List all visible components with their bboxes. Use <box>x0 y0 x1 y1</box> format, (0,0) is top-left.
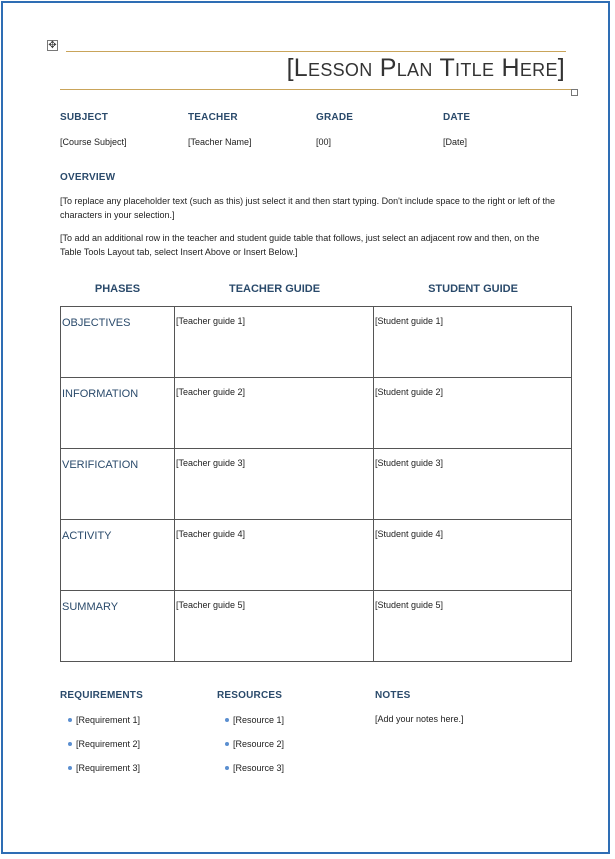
grade-value[interactable]: [00] <box>316 137 332 147</box>
overview-paragraph-1[interactable]: [To replace any placeholder text (such as this) just select it and then start typing. Don't include space to the right or left of the characters in your selection.] <box>60 196 555 220</box>
notes-heading: NOTES <box>375 690 411 701</box>
overview-heading: OVERVIEW <box>60 172 116 183</box>
requirement-text: [Requirement 1] <box>76 715 141 725</box>
date-label: DATE <box>443 112 471 123</box>
table-row <box>61 307 572 378</box>
list-item[interactable] <box>225 739 284 763</box>
resource-text: [Resource 2] <box>233 739 285 749</box>
bullet-icon <box>68 742 72 746</box>
phase-cell[interactable]: OBJECTIVES <box>61 307 175 378</box>
resource-text: [Resource 1] <box>233 715 285 725</box>
title-top-rule <box>66 51 566 52</box>
teacher-guide-header: TEACHER GUIDE <box>228 283 321 295</box>
teacher-value[interactable]: [Teacher Name] <box>188 137 252 147</box>
bullet-icon <box>225 766 229 770</box>
requirement-text: [Requirement 2] <box>76 739 141 749</box>
requirement-text: [Requirement 3] <box>76 763 141 773</box>
resource-text: [Resource 3] <box>233 763 285 773</box>
phase-cell[interactable]: ACTIVITY <box>61 520 175 591</box>
table-row <box>61 378 572 449</box>
subject-label: SUBJECT <box>60 112 109 123</box>
table-row <box>61 520 572 591</box>
phase-cell[interactable]: VERIFICATION <box>61 449 175 520</box>
list-item[interactable] <box>225 715 284 739</box>
teacher-guide-cell[interactable]: [Teacher guide 1] <box>175 307 374 378</box>
bullet-icon <box>225 718 229 722</box>
guide-table <box>60 306 572 662</box>
list-item[interactable] <box>68 739 140 763</box>
title-bottom-rule <box>60 89 572 90</box>
table-row <box>61 449 572 520</box>
bullet-icon <box>225 742 229 746</box>
bullet-icon <box>68 718 72 722</box>
teacher-guide-cell[interactable]: [Teacher guide 4] <box>175 520 374 591</box>
teacher-guide-cell[interactable]: [Teacher guide 2] <box>175 378 374 449</box>
phases-header: PHASES <box>94 283 141 295</box>
student-guide-header: STUDENT GUIDE <box>428 283 518 295</box>
student-guide-cell[interactable]: [Student guide 2] <box>374 378 572 449</box>
requirements-list <box>68 715 140 787</box>
grade-label: GRADE <box>316 112 354 123</box>
student-guide-cell[interactable]: [Student guide 5] <box>374 591 572 662</box>
student-guide-cell[interactable]: [Student guide 1] <box>374 307 572 378</box>
overview-paragraph-2[interactable]: [To add an additional row in the teacher and student guide table that follows, just select an adjacent row and then, on the Table Tools Layout tab, select Insert Above or Insert Below.] <box>60 233 540 257</box>
phase-cell[interactable]: SUMMARY <box>61 591 175 662</box>
requirements-heading: REQUIREMENTS <box>60 690 143 701</box>
teacher-label: TEACHER <box>188 112 238 123</box>
subject-value[interactable]: [Course Subject] <box>60 137 127 147</box>
list-item[interactable] <box>225 763 284 787</box>
resources-heading: RESOURCES <box>217 690 283 701</box>
notes-value[interactable]: [Add your notes here.] <box>375 714 464 724</box>
student-guide-cell[interactable]: [Student guide 4] <box>374 520 572 591</box>
teacher-guide-cell[interactable]: [Teacher guide 3] <box>175 449 374 520</box>
resources-list <box>225 715 284 787</box>
table-row <box>61 591 572 662</box>
bullet-icon <box>68 766 72 770</box>
table-resize-handle[interactable] <box>571 89 578 96</box>
phase-cell[interactable]: INFORMATION <box>61 378 175 449</box>
list-item[interactable] <box>68 715 140 739</box>
student-guide-cell[interactable]: [Student guide 3] <box>374 449 572 520</box>
document-title[interactable]: [Lesson Plan Title Here] <box>286 54 565 82</box>
table-move-icon[interactable]: ✥ <box>48 40 57 51</box>
list-item[interactable] <box>68 763 140 787</box>
date-value[interactable]: [Date] <box>443 137 468 147</box>
teacher-guide-cell[interactable]: [Teacher guide 5] <box>175 591 374 662</box>
